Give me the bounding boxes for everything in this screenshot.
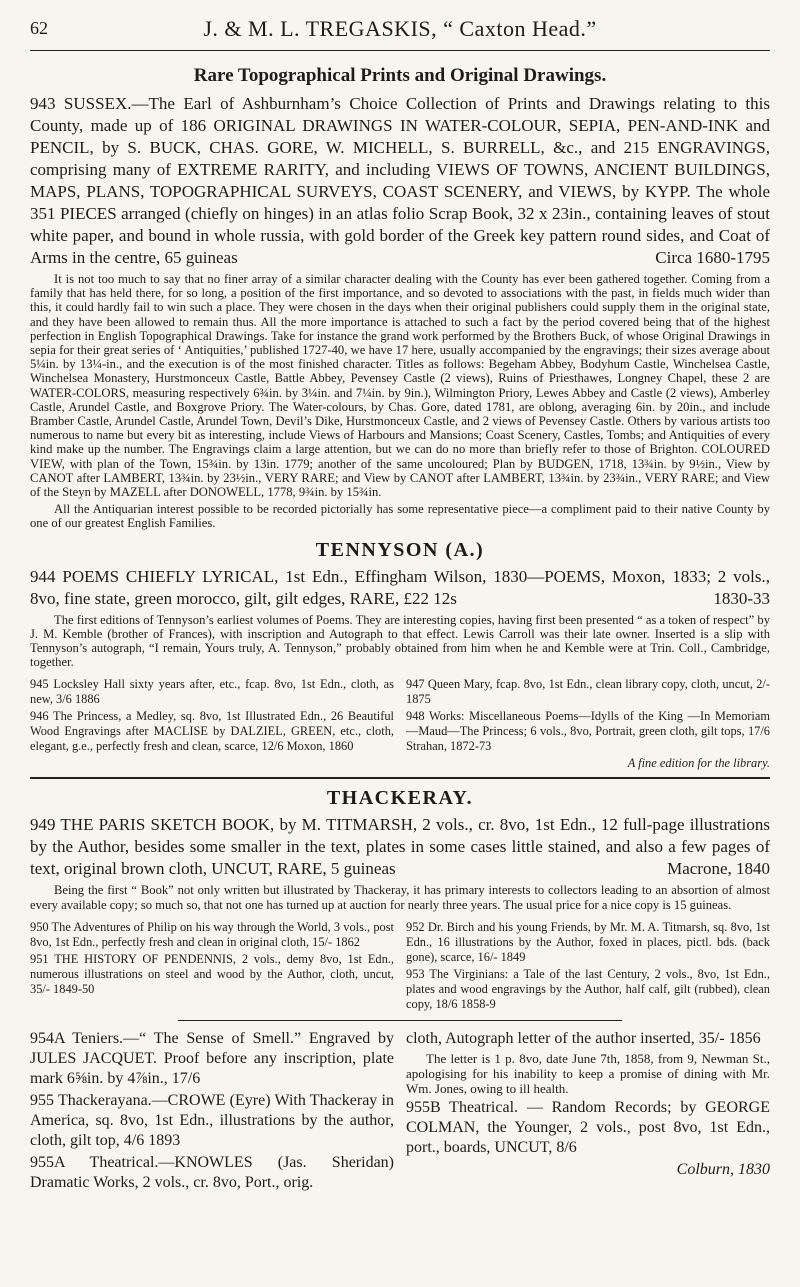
- thackeray-columns: [30, 920, 770, 1012]
- list-item: cloth, Autograph letter of the author inserted, 35/- 1856: [406, 1029, 761, 1047]
- tennyson-columns: [30, 677, 770, 771]
- item-949-date: Macrone, 1840: [667, 859, 770, 879]
- list-item: 950 The Adventures of Philip on his way through the World, 3 vols., post 8vo, 1st Edn., perfectly fresh and clean in original cloth, 15/- 1862: [30, 919, 394, 949]
- list-item: 946 The Princess, a Medley, sq. 8vo, 1st Illustrated Edn., 26 Beautiful Wood Engravings after MACLISE by DALZIEL, GREEN, etc., cloth, elegant, g.e., perfectly fresh and clean, scarce, 12/6 Moxon, 1860: [30, 709, 394, 754]
- list-item: 945 Locksley Hall sixty years after, etc., fcap. 8vo, 1st Edn., cloth, as new, 3/6 1886: [30, 677, 394, 707]
- list-item: 955A Theatrical.—KNOWLES (Jas. Sheridan) Dramatic Works, 2 vols., cr. 8vo, Port., orig.: [30, 1153, 394, 1191]
- thackeray-right-column-2: [406, 1029, 770, 1193]
- item-943-lead: 943 SUSSEX.—The Earl of Ashburnham’s Choice Collection of Prints and Drawings relating to this County, made up of 186 ORIGINAL DRAWINGS IN WATER-COLOUR, SEPIA, PEN-AND-INK and PENCIL, by S. BUCK, CHAS. GORE, W. MICHELL, S. BURRELL, &c., and 215 ENGRAVINGS, comprising many of EXTREME RARITY, and including VIEWS OF TOWNS, ANCIENT BUILDINGS, MAPS, PLANS, TOPOGRAPHICAL SURVEYS, COAST SCENERY, and VIEWS, by KYPP. The whole 351 PIECES arranged (chiefly on hinges) in an atlas folio Scrap Book, 32 x 23in., containing leaves of stout white paper, and bound in whole russia, with gold border of the Greek key pattern round sides, and Coat of Arms in the centre, 65 guineas Circa 1680-1795: [30, 94, 770, 267]
- item-944-description: The first editions of Tennyson’s earliest volumes of Poems. They are interesting copies, having first been presented “ as a token of respect” by J. M. Kemble (brother of Frances), with inscription and Autograph to that effect. Lewis Carroll was their late owner. Inserted is a slip with Tennyson’s autograph, “I remain, Yours truly, A. Tennyson,” probably obtained from him when he and Kemble were at Trin. Coll., Cambridge, together.: [30, 612, 770, 670]
- thackeray-heading: THACKERAY.: [326, 787, 474, 810]
- list-item: 951 THE HISTORY OF PENDENNIS, 2 vols., demy 8vo, 1st Edn., numerous illustrations on steel and wood by the Author, cloth, uncut, 35/- 1849-50: [30, 951, 394, 996]
- running-title: J. & M. L. TREGASKIS, “ Caxton Head.”: [203, 16, 597, 41]
- list-item-note: A fine edition for the library.: [627, 756, 770, 771]
- item-943-description: It is not too much to say that no finer array of a similar character dealing with the County has ever been gathered together. Coming from a family that has held there, for so long, a position of the first importance, and so devoted to associations with the past, in fields much wider than this, it could hardly fail to win such a place. They were chosen in the days when their original publishers could supply them in the original state, and they have been allowed to remain thus. All the more importance is attached to such a fact by the period covered being that of the highest perfection in English Topographical Drawings. Take for instance the grand work performed by the Brothers Buck, of whose Original Drawings in sepia for their great series of ‘ Antiquities,’ published 1727-40, we have 17 here, usually accompanied by the engravings; their sizes average about 5¼in. by 13¼-in., and the execution is of the most finished character. Titles as follows: Begeham Abbey, Bodyhum Castle, Winchelsea Castle, Winchelsea Monastery, Hurstmonceux Castle, Battle Abbey, Pevensey Castle (2 views), Ruins of Priesthawes, Longney Chapel, these 2 are WATER-COLORS, measuring respectively 6¾in. by 3¼in. and 7¼in. by 9in.), Wilmington Priory, Lewes Abbey and Castle (2 views), Amberley Castle, Arundel Castle, and Boxgrove Priory. The Water-colours, by Chas. Gore, dated 1781, are oblong, averaging 6in. by 20in., and include Bramber Castle, Arundel Castle, Arundel Town, Devil’s Dike, Hurstmonceux Castle, and 2 views of Pevensey Castle. Others by various artists too numerous to name but every bit as interesting, include Views of Harbours and Mansions; Coast Scenery, Castles, Tombs; and Antiquities of every kind make up the number. The Engravings claim a large attention, but we can do no more than briefly refer to those of Brighton. COLOURED VIEW, with plan of the Town, 15¾in. by 13in. 1779; another of the same uncoloured; Plan by BUDGEN, 1718, 13¾in. by 9½in., View by CANOT after LAMBERT, 13¾in. by 23½in., VERY RARE; and View by CANOT after LAMBERT, 13¾in. by 23¾in., VERY RARE; and View of the Steyn by MAZELL after DONOWELL, 1778, 9¾in. by 15¾in.: [30, 272, 770, 500]
- section-title: Rare Topographical Prints and Original Drawings.: [193, 65, 607, 86]
- item-943-note: All the Antiquarian interest possible to be recorded pictorially has some representative piece—a compliment paid to their native County by one of our greatest English Families.: [30, 502, 770, 531]
- list-item: 954A Teniers.—“ The Sense of Smell.” Engraved by JULES JACQUET. Proof before any inscription, plate mark 6⅝in. by 4⅞in., 17/6: [30, 1029, 394, 1087]
- item-949-description: Being the first “ Book” not only written but illustrated by Thackeray, it has primary interests to collectors leading to an absortion of almost every available copy; so much so, that not one has turned up at auction for nearly three years. The usual price for a nice copy is 15 guineas.: [30, 883, 770, 912]
- tennyson-right-column: [406, 677, 770, 771]
- thackeray-left-column: [30, 920, 394, 1012]
- thackeray-left-column-2: [30, 1029, 394, 1193]
- catalogue-page: [30, 0, 770, 1193]
- item-949-lead: 949 THE PARIS SKETCH BOOK, by M. TITMARSH, 2 vols., cr. 8vo, 1st Edn., 12 full-page illustrations by the Author, besides some smaller in the text, plates in some cases little stained, and also a few pages of text, original brown cloth, UNCUT, RARE, 5 guineas Macrone, 1840: [30, 815, 770, 879]
- tennyson-left-column: [30, 677, 394, 771]
- list-item: 948 Works: Miscellaneous Poems—Idylls of the King —In Memoriam—Maud—The Princess; 6 vols., 8vo, Portrait, green cloth, gilt tops, 17/6 Strahan, 1872-73: [406, 709, 770, 754]
- list-item: 955B Theatrical. — Random Records; by GEORGE COLMAN, the Younger, 2 vols., post 8vo, 1st Edn., port., boards, UNCUT, 8/6: [406, 1098, 770, 1156]
- list-item-imprint: Colburn, 1830: [676, 1160, 770, 1178]
- section-divider: [30, 777, 770, 779]
- item-943-date: Circa 1680-1795: [655, 248, 770, 267]
- item-944-date: 1830-33: [713, 588, 770, 608]
- list-item: 947 Queen Mary, fcap. 8vo, 1st Edn., clean library copy, cloth, uncut, 2/- 1875: [406, 677, 770, 707]
- list-item: 952 Dr. Birch and his young Friends, by Mr. M. A. Titmarsh, sq. 8vo, 1st Edn., 16 illustrations by the Author, foxed in places, pictl. bds. (back gone), scarce, 16/- 1849: [406, 919, 770, 964]
- item-944-lead: 944 POEMS CHIEFLY LYRICAL, 1st Edn., Effingham Wilson, 1830—POEMS, Moxon, 1833; 2 vols., 8vo, fine state, green morocco, gilt, gilt edges, RARE, £22 12s 1830-33: [30, 566, 770, 608]
- list-item: 953 The Virginians: a Tale of the last Century, 2 vols., 8vo, 1st Edn., plates and wood engravings by the Author, half calf, gilt (rubbed), clean copy, 18/6 1858-9: [406, 966, 770, 1011]
- thackeray-right-column: [406, 920, 770, 1012]
- minor-divider: [178, 1020, 622, 1021]
- thackeray-columns-2: [30, 1029, 770, 1193]
- page-number: 62: [30, 18, 48, 38]
- list-item-note: The letter is 1 p. 8vo, date June 7th, 1858, from 9, Newman St., apologising for his inability to keep a promise of dining with Mr. Wm. Jones, owing to ill health.: [406, 1050, 770, 1096]
- tennyson-heading: TENNYSON (A.): [315, 538, 485, 561]
- list-item: 955 Thackerayana.—CROWE (Eyre) With Thackeray in America, sq. 8vo, 1st Edn., illustrations by the author, cloth, gilt top, 4/6 1893: [30, 1091, 394, 1149]
- page-header: [30, 10, 770, 51]
